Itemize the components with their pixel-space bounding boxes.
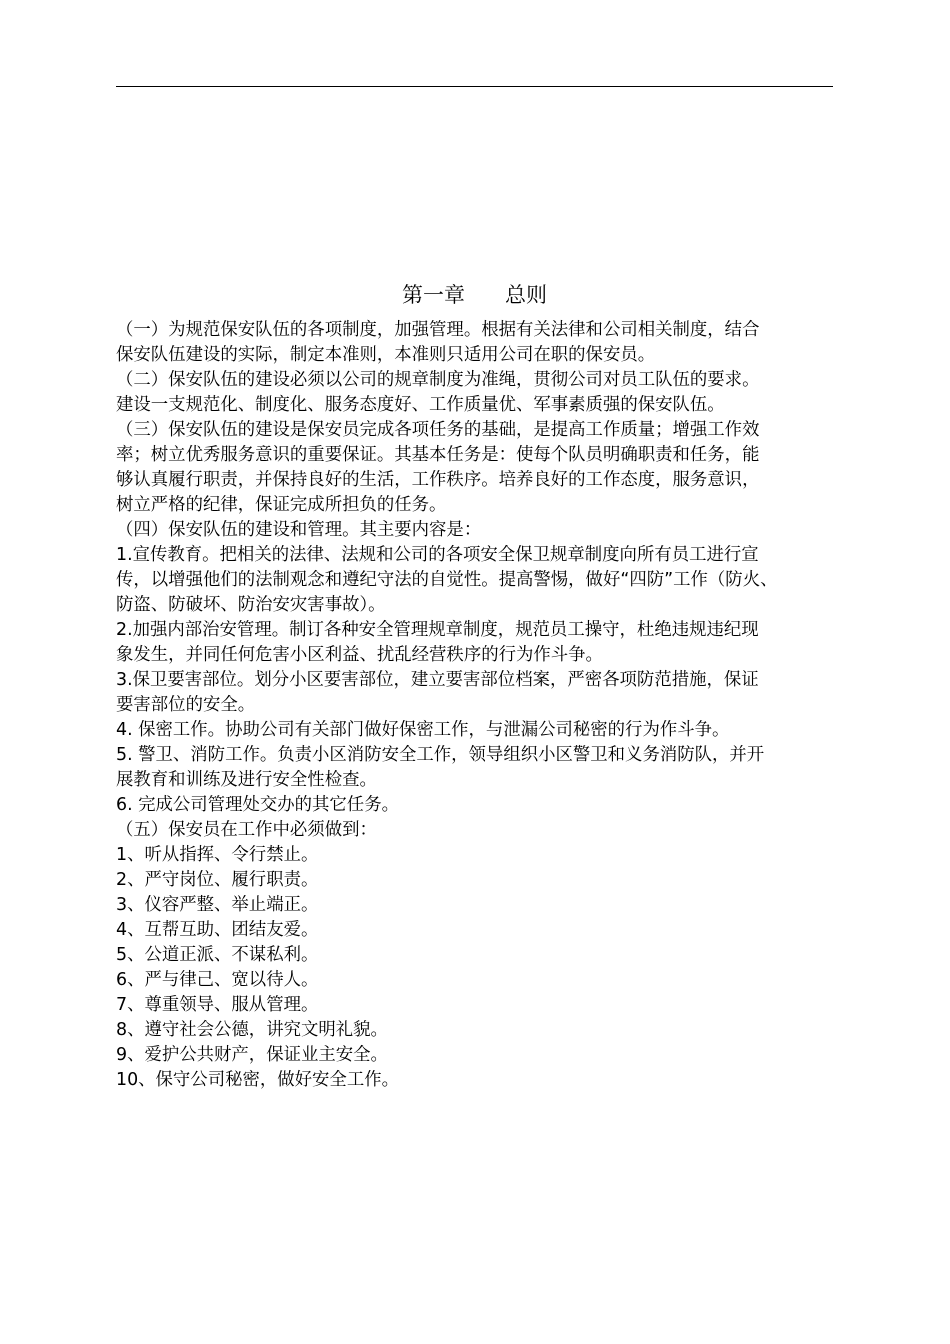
paragraph-rule-5: [116, 943, 833, 968]
paragraph-line: 5. 警卫、消防工作。负责小区消防安全工作，领导组织小区警卫和义务消防队，并开: [116, 745, 765, 765]
paragraph-line: 9、爱护公共财产，保证业主安全。: [116, 1045, 388, 1065]
paragraph-item-2: [116, 618, 833, 668]
paragraph-line: 率；树立优秀服务意识的重要保证。其基本任务是：使每个队员明确职责和任务，能: [116, 445, 760, 465]
paragraph-intro-2: [116, 368, 833, 418]
paragraph-line: （五）保安员在工作中必须做到：: [116, 820, 377, 840]
chapter-title: 第一章 总则: [401, 283, 548, 307]
paragraph-line: 建设一支规范化、制度化、服务态度好、工作质量优、军事素质强的保安队伍。: [116, 395, 725, 415]
paragraph-intro-3: [116, 418, 833, 518]
paragraph-line: 2.加强内部治安管理。制订各种安全管理规章制度，规范员工操守，杜绝违规违纪现: [116, 620, 759, 640]
paragraph-rule-2: [116, 868, 833, 893]
paragraph-item-5: [116, 743, 833, 793]
paragraph-rule-9: [116, 1043, 833, 1068]
paragraph-line: 2、严守岗位、履行职责。: [116, 870, 319, 890]
paragraph-item-6: [116, 793, 833, 818]
paragraph-line: 1.宣传教育。把相关的法律、法规和公司的各项安全保卫规章制度向所有员工进行宣: [116, 545, 759, 565]
paragraph-rule-6: [116, 968, 833, 993]
paragraph-item-4: [116, 718, 833, 743]
paragraph-item-3: [116, 668, 833, 718]
paragraph-line: （四）保安队伍的建设和管理。其主要内容是：: [116, 520, 482, 540]
paragraph-line: 要害部位的安全。: [116, 695, 256, 715]
paragraph-intro-4: [116, 518, 833, 543]
paragraph-rule-1: [116, 843, 833, 868]
paragraph-line: 象发生，并同任何危害小区利益、扰乱经营秩序的行为作斗争。: [116, 645, 603, 665]
paragraph-rule-7: [116, 993, 833, 1018]
paragraph-line: 3、仪容严整、举止端正。: [116, 895, 319, 915]
paragraph-line: （二）保安队伍的建设必须以公司的规章制度为准绳，贯彻公司对员工队伍的要求。: [116, 370, 760, 390]
paragraph-line: 3.保卫要害部位。划分小区要害部位，建立要害部位档案，严密各项防范措施，保证: [116, 670, 759, 690]
paragraph-line: 6、严与律己、宽以待人。: [116, 970, 319, 990]
paragraph-intro-1: [116, 318, 833, 368]
paragraph-line: 防盗、防破坏、防治安灾害事故）。: [116, 595, 386, 615]
header-rule: [116, 86, 833, 87]
paragraph-line: 传，以增强他们的法制观念和遵纪守法的自觉性。提高警惕，做好“四防”工作（防火、: [116, 570, 778, 590]
paragraph-line: 1、听从指挥、令行禁止。: [116, 845, 319, 865]
paragraph-rule-10: [116, 1068, 833, 1093]
document-body: [116, 318, 833, 1093]
paragraph-line: 8、遵守社会公德，讲究文明礼貌。: [116, 1020, 388, 1040]
paragraph-rule-4: [116, 918, 833, 943]
paragraph-intro-5: [116, 818, 833, 843]
paragraph-line: 4. 保密工作。协助公司有关部门做好保密工作，与泄漏公司秘密的行为作斗争。: [116, 720, 730, 740]
paragraph-line: 4、互帮互助、团结友爱。: [116, 920, 319, 940]
paragraph-line: 够认真履行职责，并保持良好的生活，工作秩序。培养良好的工作态度，服务意识，: [116, 470, 760, 490]
paragraph-line: （三）保安队伍的建设是保安员完成各项任务的基础，是提高工作质量；增强工作效: [116, 420, 760, 440]
paragraph-line: 树立严格的纪律，保证完成所担负的任务。: [116, 495, 447, 515]
paragraph-line: 10、保守公司秘密，做好安全工作。: [116, 1070, 399, 1090]
paragraph-rule-8: [116, 1018, 833, 1043]
paragraph-item-1: [116, 543, 833, 618]
paragraph-line: 保安队伍建设的实际，制定本准则，本准则只适用公司在职的保安员。: [116, 345, 656, 365]
paragraph-rule-3: [116, 893, 833, 918]
paragraph-line: （一）为规范保安队伍的各项制度，加强管理。根据有关法律和公司相关制度，结合: [116, 320, 760, 340]
paragraph-line: 6. 完成公司管理处交办的其它任务。: [116, 795, 399, 815]
paragraph-line: 7、尊重领导、服从管理。: [116, 995, 319, 1015]
paragraph-line: 展教育和训练及进行安全性检查。: [116, 770, 377, 790]
paragraph-line: 5、公道正派、不谋私利。: [116, 945, 319, 965]
